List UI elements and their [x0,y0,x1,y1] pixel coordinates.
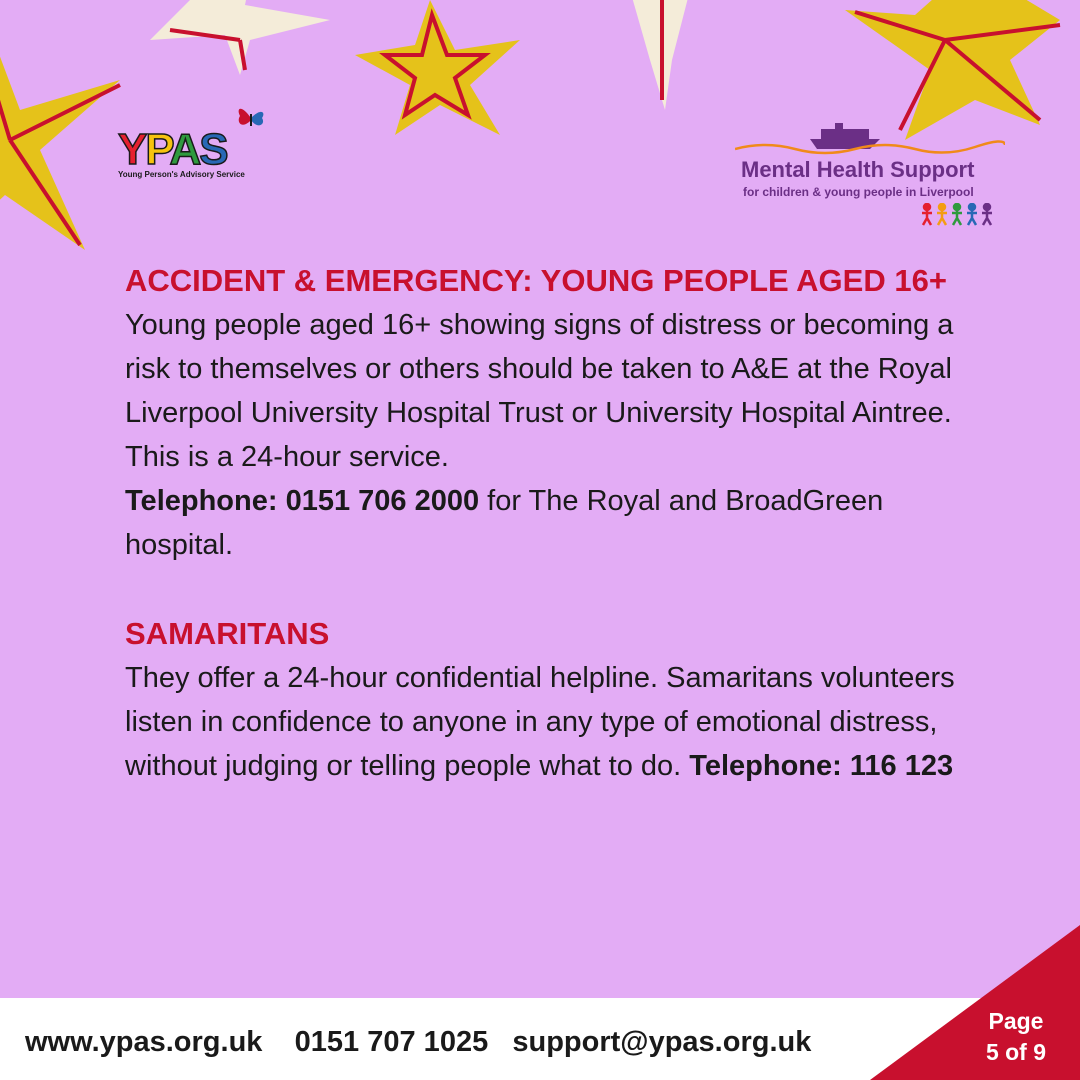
footer-phone[interactable]: 0151 707 1025 [294,1026,489,1058]
ypas-logo [118,100,268,185]
footer-email-link[interactable]: support@ypas.org.uk [512,1026,812,1058]
ae-description: Young people aged 16+ showing signs of distress or becoming a risk to themselves or others should be taken to A&E at the Royal Liverpool University Hospital Trust or University Hospital Aintree. This is a 24-hour service. [125,309,954,473]
section-heading-ae: ACCIDENT & EMERGENCY: YOUNG PEOPLE AGED 16+ [125,263,947,298]
ypas-letter-p: P [145,125,170,174]
star-icon [355,0,520,135]
ypas-letter-s: S [199,125,227,174]
butterfly-icon [236,102,266,134]
ypas-letter-y: Y [118,125,146,174]
section-body-samaritans [125,656,955,788]
ae-phone-suffix: for The Royal and BroadGreen hospital. [125,485,884,561]
footer-contact [25,1026,811,1059]
people-chain-icon [921,203,996,227]
ypas-letters [118,125,227,174]
section-heading-samaritans: SAMARITANS [125,616,330,651]
star-icon [630,0,690,110]
ae-phone: Telephone: 0151 706 2000 [125,485,480,517]
page-count: 5 of 9 [985,1039,1047,1065]
footer-website-link[interactable]: www.ypas.org.uk [25,1026,263,1058]
star-icon [150,0,330,75]
samaritans-phone: Telephone: 116 123 [689,750,954,782]
star-icon [0,30,120,255]
section-body-ae [125,303,955,567]
ypas-tagline: Young Person's Advisory Service [118,170,245,179]
main-content [125,258,955,788]
page-word: Page [988,1008,1044,1034]
mhs-logo [735,115,1005,235]
samaritans-description: They offer a 24-hour confidential helpline. Samaritans volunteers listen in confidence to anyone in any type of emotional distress, without judging or telling people what to do. [125,662,955,782]
ypas-letter-a: A [169,125,200,174]
boat-icon [735,115,1005,157]
mhs-title: Mental Health Support [741,157,975,182]
page-indicator [978,1006,1054,1068]
mhs-subtitle: for children & young people in Liverpool [743,185,974,199]
